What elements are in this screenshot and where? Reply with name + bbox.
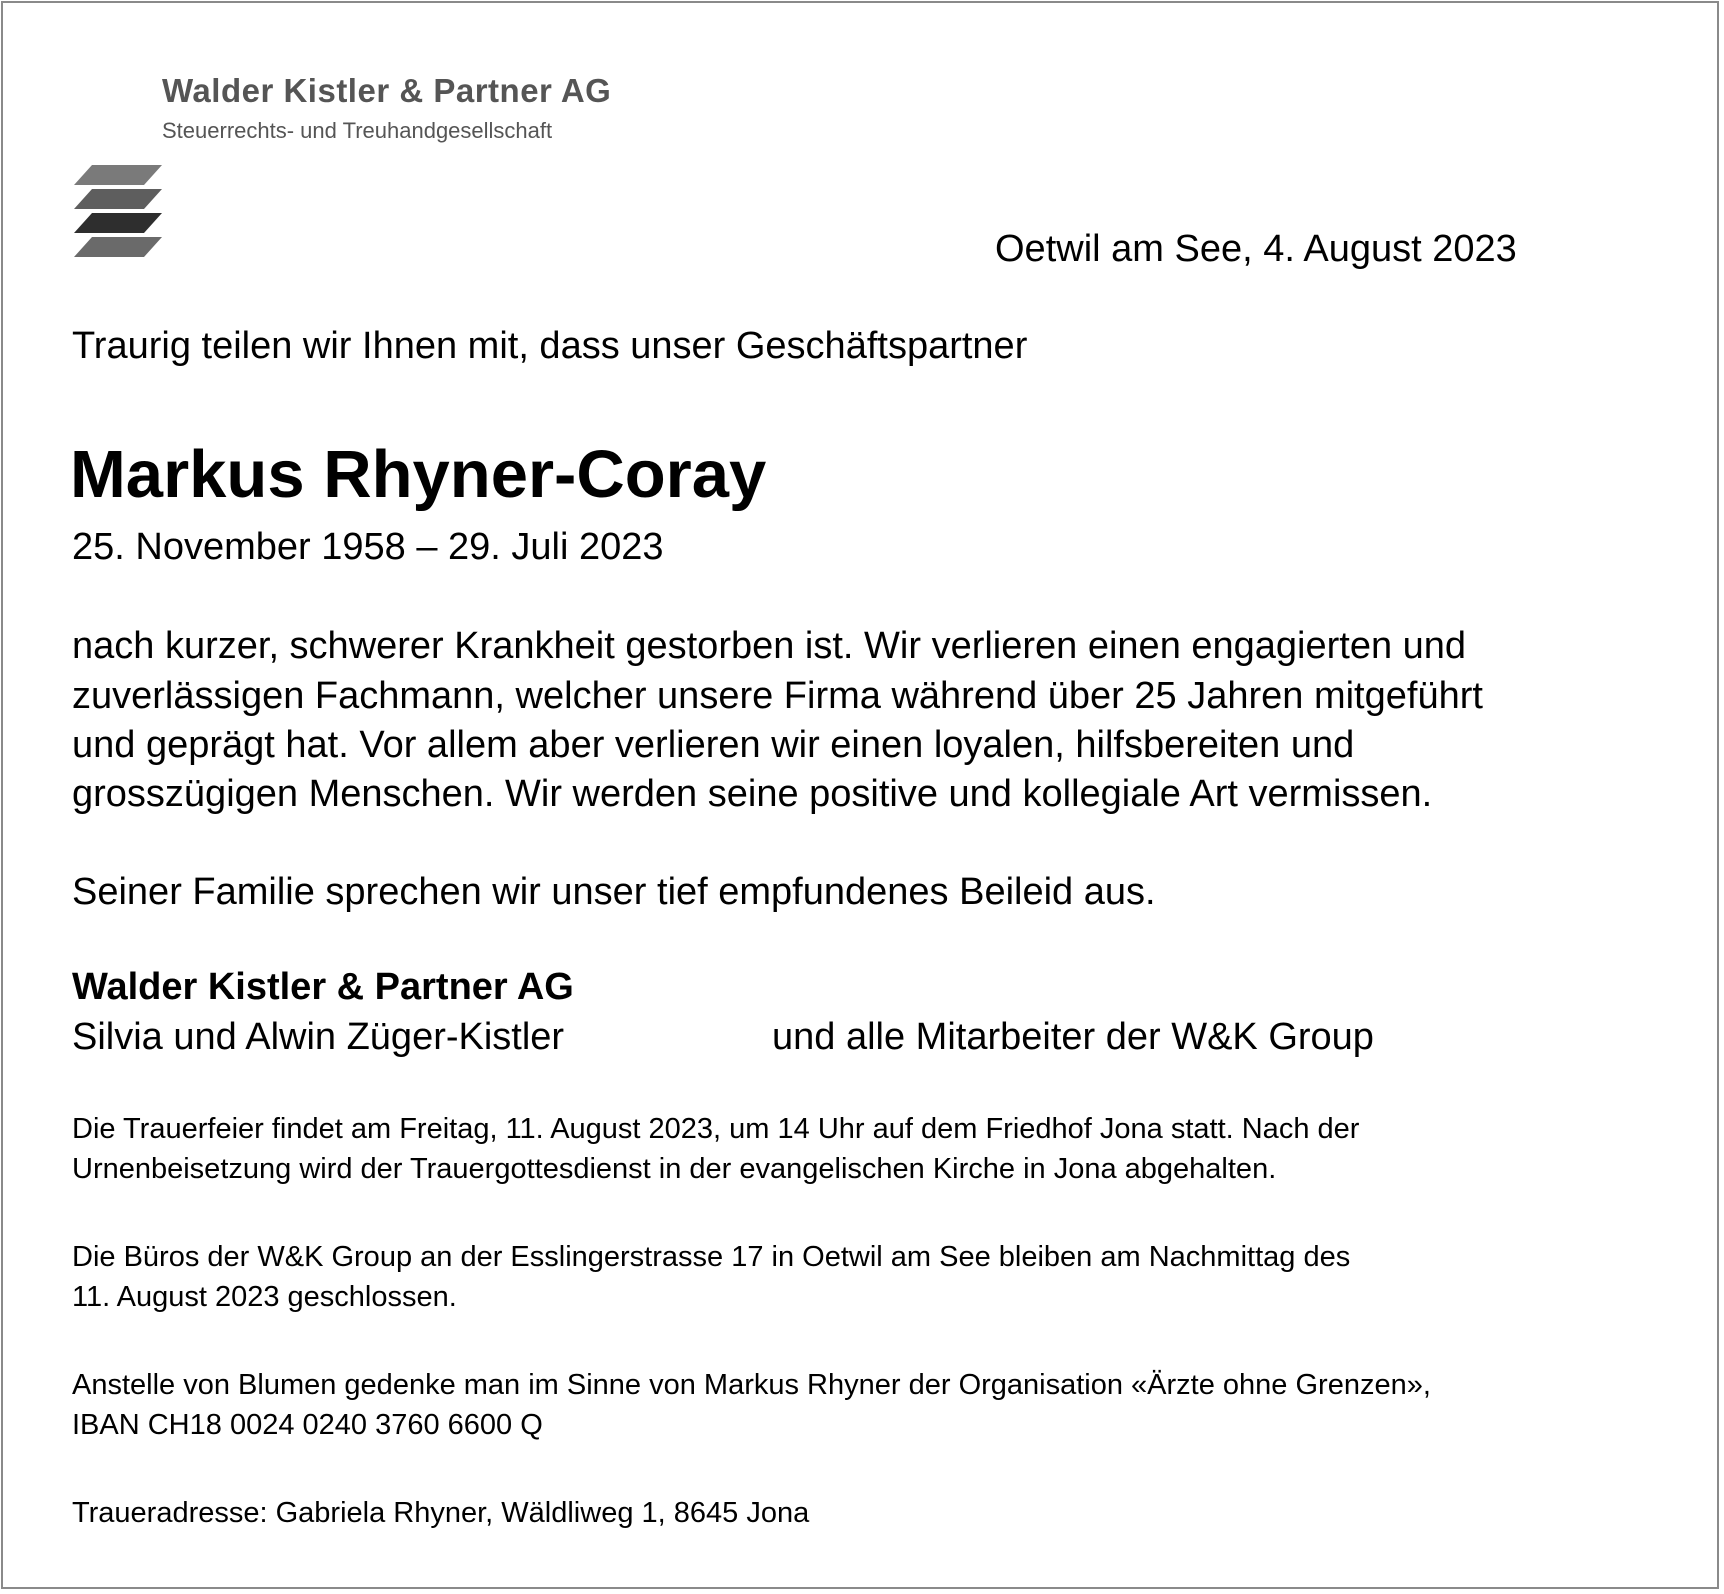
signature-family: Silvia und Alwin Züger-Kistler (72, 1016, 565, 1058)
body-line: grosszügigen Menschen. Wir werden seine positive und kollegiale Art vermissen. (72, 773, 1433, 815)
ceremony-line: Urnenbeisetzung wird der Trauergottesdienst in der evangelischen Kirche in Jona abgehalten. (72, 1153, 1277, 1185)
logo-layer-2 (74, 189, 162, 209)
office-line: Die Büros der W&K Group an der Esslingerstrasse 17 in Oetwil am See bleiben am Nachmittag des (72, 1241, 1351, 1273)
logo-layer-3 (74, 213, 162, 233)
ceremony-line: Die Trauerfeier findet am Freitag, 11. August 2023, um 14 Uhr auf dem Friedhof Jona statt. Nach der (72, 1113, 1360, 1145)
life-dates: 25. November 1958 – 29. Juli 2023 (72, 526, 664, 568)
deceased-name: Markus Rhyner-Coray (70, 437, 767, 512)
stacked-layers-icon (70, 165, 170, 270)
place-date: Oetwil am See, 4. August 2023 (995, 228, 1517, 270)
mourning-address: Traueradresse: Gabriela Rhyner, Wäldliweg 1, 8645 Jona (72, 1497, 810, 1529)
body-line: nach kurzer, schwerer Krankheit gestorben ist. Wir verlieren einen engagierten und (72, 625, 1467, 667)
logo-company-name: Walder Kistler & Partner AG (162, 72, 612, 109)
signature-company: Walder Kistler & Partner AG (72, 966, 574, 1008)
logo-subtitle: Steuerrechts- und Treuhandgesellschaft (162, 118, 553, 143)
signature-staff: und alle Mitarbeiter der W&K Group (772, 1016, 1374, 1058)
body-line: und geprägt hat. Vor allem aber verlieren wir einen loyalen, hilfsbereiten und (72, 724, 1355, 766)
donation-line: Anstelle von Blumen gedenke man im Sinne von Markus Rhyner der Organisation «Ärzte ohne Grenzen», (72, 1369, 1431, 1401)
condolence-text: Seiner Familie sprechen wir unser tief empfundenes Beileid aus. (72, 871, 1156, 913)
donation-iban: IBAN CH18 0024 0240 3760 6600 Q (72, 1409, 543, 1441)
intro-text: Traurig teilen wir Ihnen mit, dass unser Geschäftspartner (72, 325, 1028, 367)
body-line: zuverlässigen Fachmann, welcher unsere Firma während über 25 Jahren mitgeführt (72, 675, 1483, 717)
logo-layer-4 (74, 237, 162, 257)
logo-layer-1 (74, 165, 162, 185)
office-line: 11. August 2023 geschlossen. (72, 1281, 457, 1313)
